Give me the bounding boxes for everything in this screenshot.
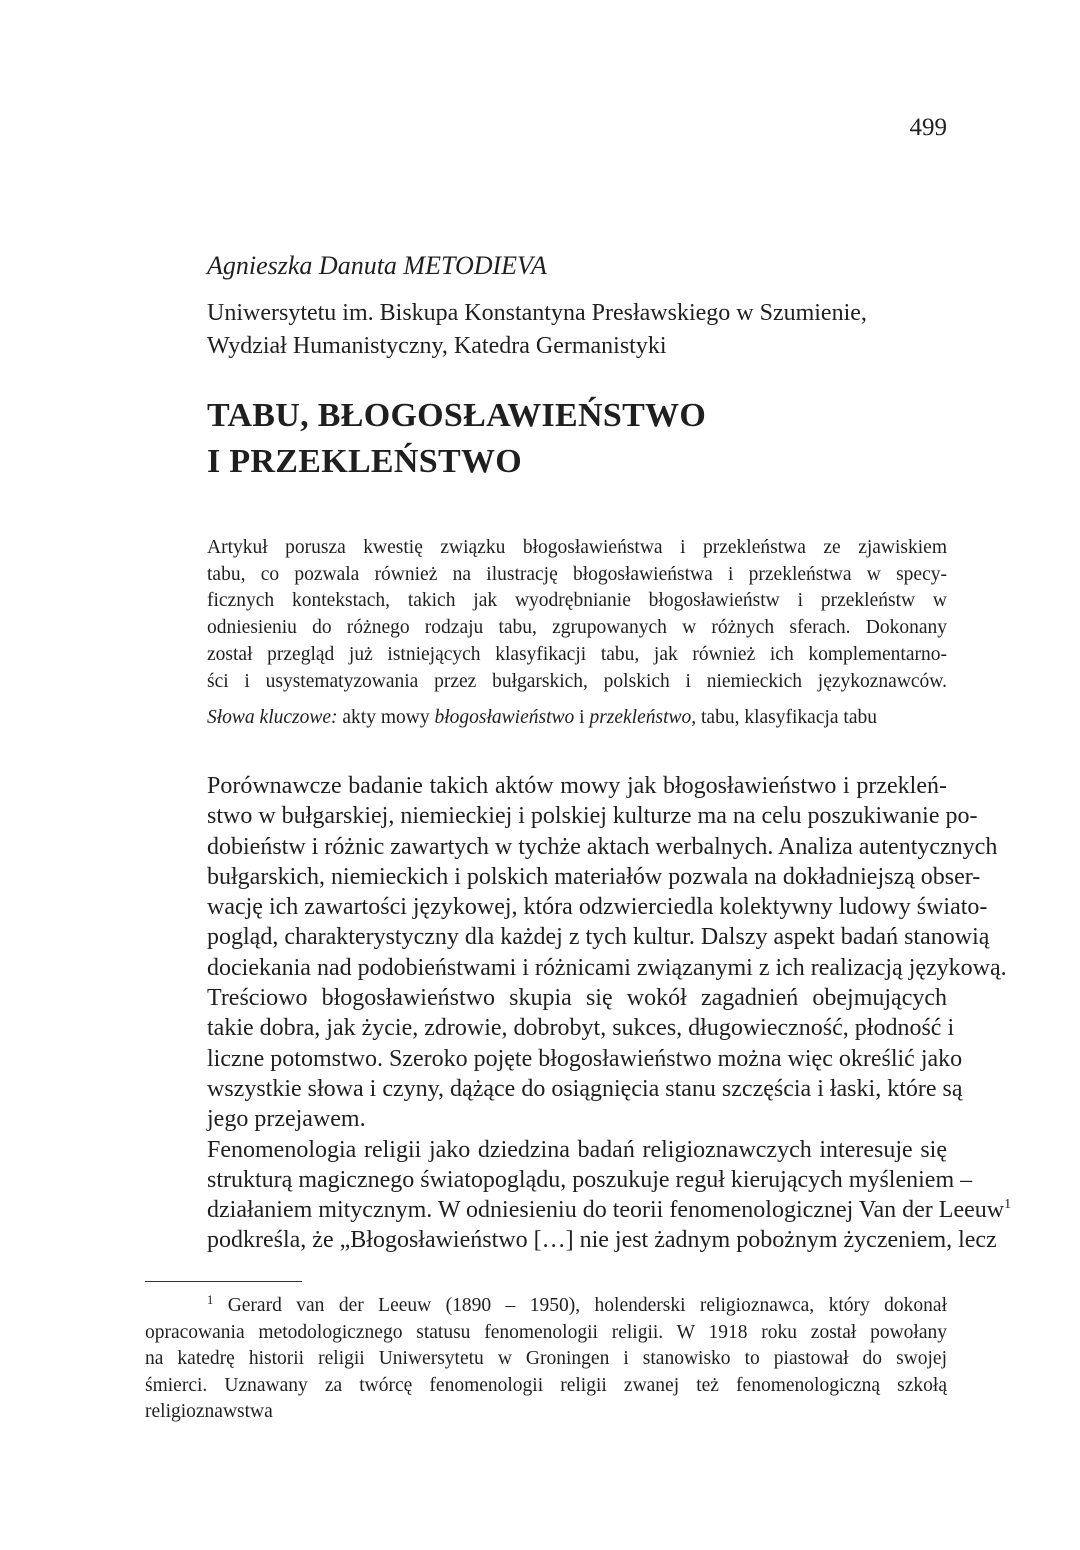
author-affiliation <box>207 297 947 363</box>
body-line: strukturą magicznego światopoglądu, poszukuje reguł kierujących myśleniem – <box>207 1166 973 1193</box>
affiliation-line: Wydział Humanistyczny, Katedra Germanistyki <box>207 333 667 359</box>
abstract-line: ficznych kontekstach, takich jak wyodrębnianie błogosławieństw i przekleństw w <box>207 590 947 612</box>
keywords <box>207 705 947 731</box>
article-title <box>207 393 947 485</box>
footnote-line-text: Gerard van der Leeuw (1890 – 1950), holenderski religioznawca, który dokonał <box>227 1295 948 1316</box>
abstract-line: został przegląd już istniejących klasyfikacji tabu, jak również ich komplementarno- <box>207 643 947 665</box>
footnote-line: śmierci. Uznawany za twórcę fenomenologii religii zwanej też fenomenologiczną szkołą <box>145 1374 947 1396</box>
keyword-term: błogosławieństwo <box>434 707 575 728</box>
body-line: wszystkie słowa i czyny, dążące do osiągnięcia stanu szczęścia i łaski, które są <box>207 1075 963 1102</box>
abstract-line: tabu, co pozwala również na ilustrację błogosławieństwa i przekleństwa w specy- <box>207 563 947 585</box>
article-body <box>145 771 1012 1256</box>
affiliation-line: Uniwersytetu im. Biskupa Konstantyna Presławskiego w Szumienie, <box>207 300 867 326</box>
footnote-mark: 1 <box>207 1293 214 1307</box>
footnote-line: religioznawstwa <box>145 1401 273 1423</box>
page-number: 499 <box>909 114 947 141</box>
footnote-line: opracowania metodologicznego statusu fenomenologii religii. W 1918 roku został powołany <box>145 1321 947 1343</box>
abstract-line: ści i usystematyzowania przez bułgarskich, polskich i niemieckich językoznawców. <box>207 670 947 692</box>
body-paragraph <box>145 771 1007 983</box>
keywords-label: Słowa kluczowe: <box>207 707 338 728</box>
body-line: pogląd, charakterystyczny dla każdej z tych kultur. Dalszy aspekt badań stanowią <box>207 924 990 951</box>
body-line: podkreśla, że „Błogosławieństwo […] nie jest żadnym pobożnym życzeniem, lecz <box>207 1227 997 1254</box>
body-line <box>145 1195 1012 1225</box>
body-line: liczne potomstwo. Szeroko pojęte błogosławieństwo można więc określić jako <box>207 1045 963 1072</box>
body-line: dociekania nad podobieństwami i różnicami związanymi z ich realizacją językową. <box>207 954 1007 981</box>
body-line: wację ich zawartości językowej, która odzwierciedla kolektywny ludowy świato- <box>207 894 988 921</box>
body-line-text: działaniem mitycznym. W odniesieniu do teorii fenomenologicznej Van der Leeuw <box>207 1197 1005 1224</box>
keywords-text: , tabu, klasyfikacja tabu <box>691 707 877 728</box>
footnote <box>145 1293 947 1426</box>
keywords-text: i <box>574 707 590 728</box>
keyword-term: przekleństwo <box>589 707 692 728</box>
title-line: I PRZEKLEŃSTWO <box>207 443 522 480</box>
body-line: Porównawcze badanie takich aktów mowy jak błogosławieństwo i przekleń- <box>207 773 947 799</box>
body-line: jego przejawem. <box>207 1106 366 1133</box>
body-line: Treściowo błogosławieństwo skupia się wokół zagadnień obejmujących <box>207 985 947 1012</box>
body-paragraph <box>145 983 963 1134</box>
abstract <box>207 535 947 695</box>
footnote-line: na katedrę historii religii Uniwersytetu w Groningen i stanowisko to piastował do swojej <box>145 1348 947 1370</box>
body-line: dobieństw i różnic zawartych w tychże aktach werbalnych. Analiza autentycznych <box>207 833 998 860</box>
footnote-line <box>145 1293 947 1320</box>
title-line: TABU, BŁOGOSŁAWIEŃSTWO <box>207 397 707 434</box>
footnote-separator <box>145 1281 302 1282</box>
body-line: takie dobra, jak życie, zdrowie, dobrobyt, sukces, długowieczność, płodność i <box>207 1015 955 1042</box>
author-name: Agnieszka Danuta METODIEVA <box>207 251 547 280</box>
keywords-text: akty mowy <box>337 707 435 728</box>
abstract-line: odniesieniu do różnego rodzaju tabu, zgrupowanych w różnych sferach. Dokonany <box>207 617 947 639</box>
abstract-line: Artykuł porusza kwestię związku błogosławieństwa i przekleństwa ze zjawiskiem <box>207 537 947 558</box>
footnote-reference[interactable]: 1 <box>1004 1197 1012 1213</box>
body-paragraph <box>145 1135 1012 1256</box>
body-line: stwo w bułgarskiej, niemieckiej i polskiej kulturze ma na celu poszukiwanie po- <box>207 803 978 830</box>
body-line: bułgarskich, niemieckich i polskich materiałów pozwala na dokładniejszą obser- <box>207 863 981 890</box>
body-line: Fenomenologia religii jako dziedzina badań religioznawczych interesuje się <box>207 1136 947 1163</box>
